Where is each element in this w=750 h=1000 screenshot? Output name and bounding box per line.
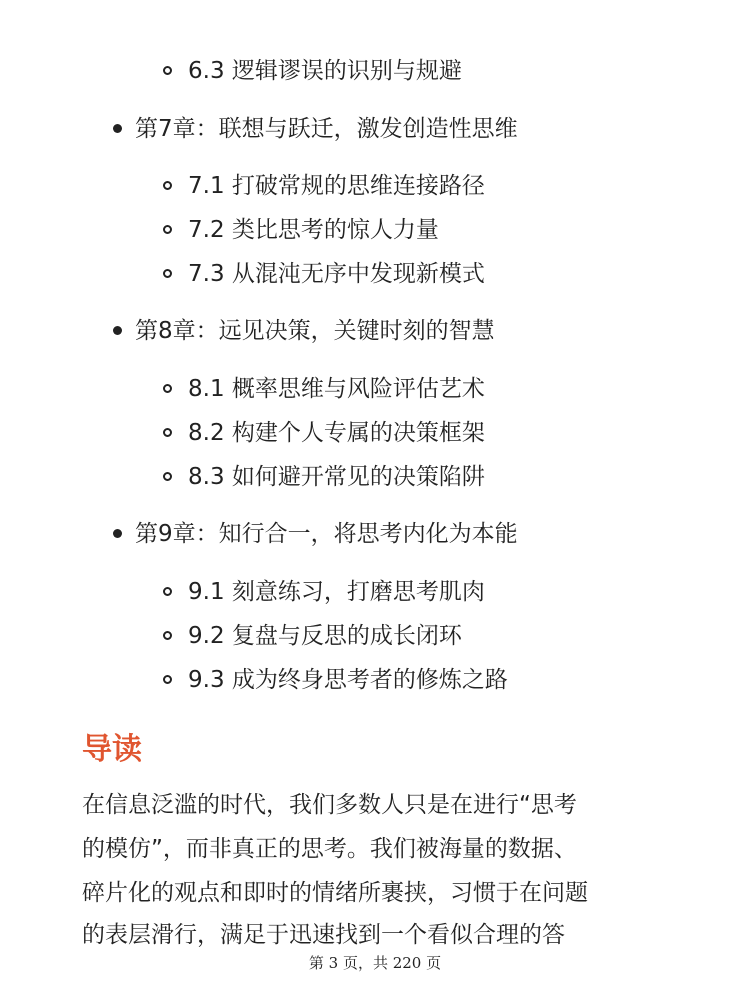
toc-chapter-9: 第9章：知行合一，将思考内化为本能: [135, 521, 518, 547]
toc-subitem-7-3: 7.3 从混沌无序中发现新模式: [188, 261, 485, 287]
sub-bullet-icon: [163, 384, 172, 393]
toc-subitem-7-1: 7.1 打破常规的思维连接路径: [188, 173, 485, 199]
sub-bullet-icon: [163, 472, 172, 481]
toc-subitem-9-3: 9.3 成为终身思考者的修炼之路: [188, 667, 508, 693]
sub-bullet-icon: [163, 225, 172, 234]
intro-paragraph-line: 在信息泛滥的时代，我们多数人只是在进行“思考: [82, 792, 577, 818]
toc-subitem-7-2: 7.2 类比思考的惊人力量: [188, 217, 439, 243]
toc-subitem-8-1: 8.1 概率思维与风险评估艺术: [188, 376, 485, 402]
toc-chapter-8: 第8章：远见决策，关键时刻的智慧: [135, 318, 495, 344]
sub-bullet-icon: [163, 631, 172, 640]
chapter-bullet-icon: [113, 326, 122, 335]
toc-subitem-6-3: 6.3 逻辑谬误的识别与规避: [188, 58, 462, 84]
page-number-footer: 第 3 页，共 220 页: [308, 954, 442, 972]
toc-subitem-8-2: 8.2 构建个人专属的决策框架: [188, 420, 485, 446]
chapter-bullet-icon: [113, 529, 122, 538]
intro-heading: 导读: [82, 732, 142, 767]
sub-bullet-icon: [163, 428, 172, 437]
toc-subitem-9-1: 9.1 刻意练习，打磨思考肌肉: [188, 579, 485, 605]
intro-paragraph-line: 的模仿”，而非真正的思考。我们被海量的数据、: [82, 836, 577, 862]
toc-subitem-9-2: 9.2 复盘与反思的成长闭环: [188, 623, 462, 649]
sub-bullet-icon: [163, 587, 172, 596]
intro-paragraph-line: 的表层滑行，满足于迅速找到一个看似合理的答: [82, 922, 565, 948]
toc-chapter-7: 第7章：联想与跃迁，激发创造性思维: [135, 116, 518, 142]
sub-bullet-icon: [163, 66, 172, 75]
chapter-bullet-icon: [113, 124, 122, 133]
sub-bullet-icon: [163, 181, 172, 190]
intro-paragraph-line: 碎片化的观点和即时的情绪所裹挟，习惯于在问题: [82, 880, 588, 906]
sub-bullet-icon: [163, 269, 172, 278]
sub-bullet-icon: [163, 675, 172, 684]
toc-subitem-8-3: 8.3 如何避开常见的决策陷阱: [188, 464, 485, 490]
